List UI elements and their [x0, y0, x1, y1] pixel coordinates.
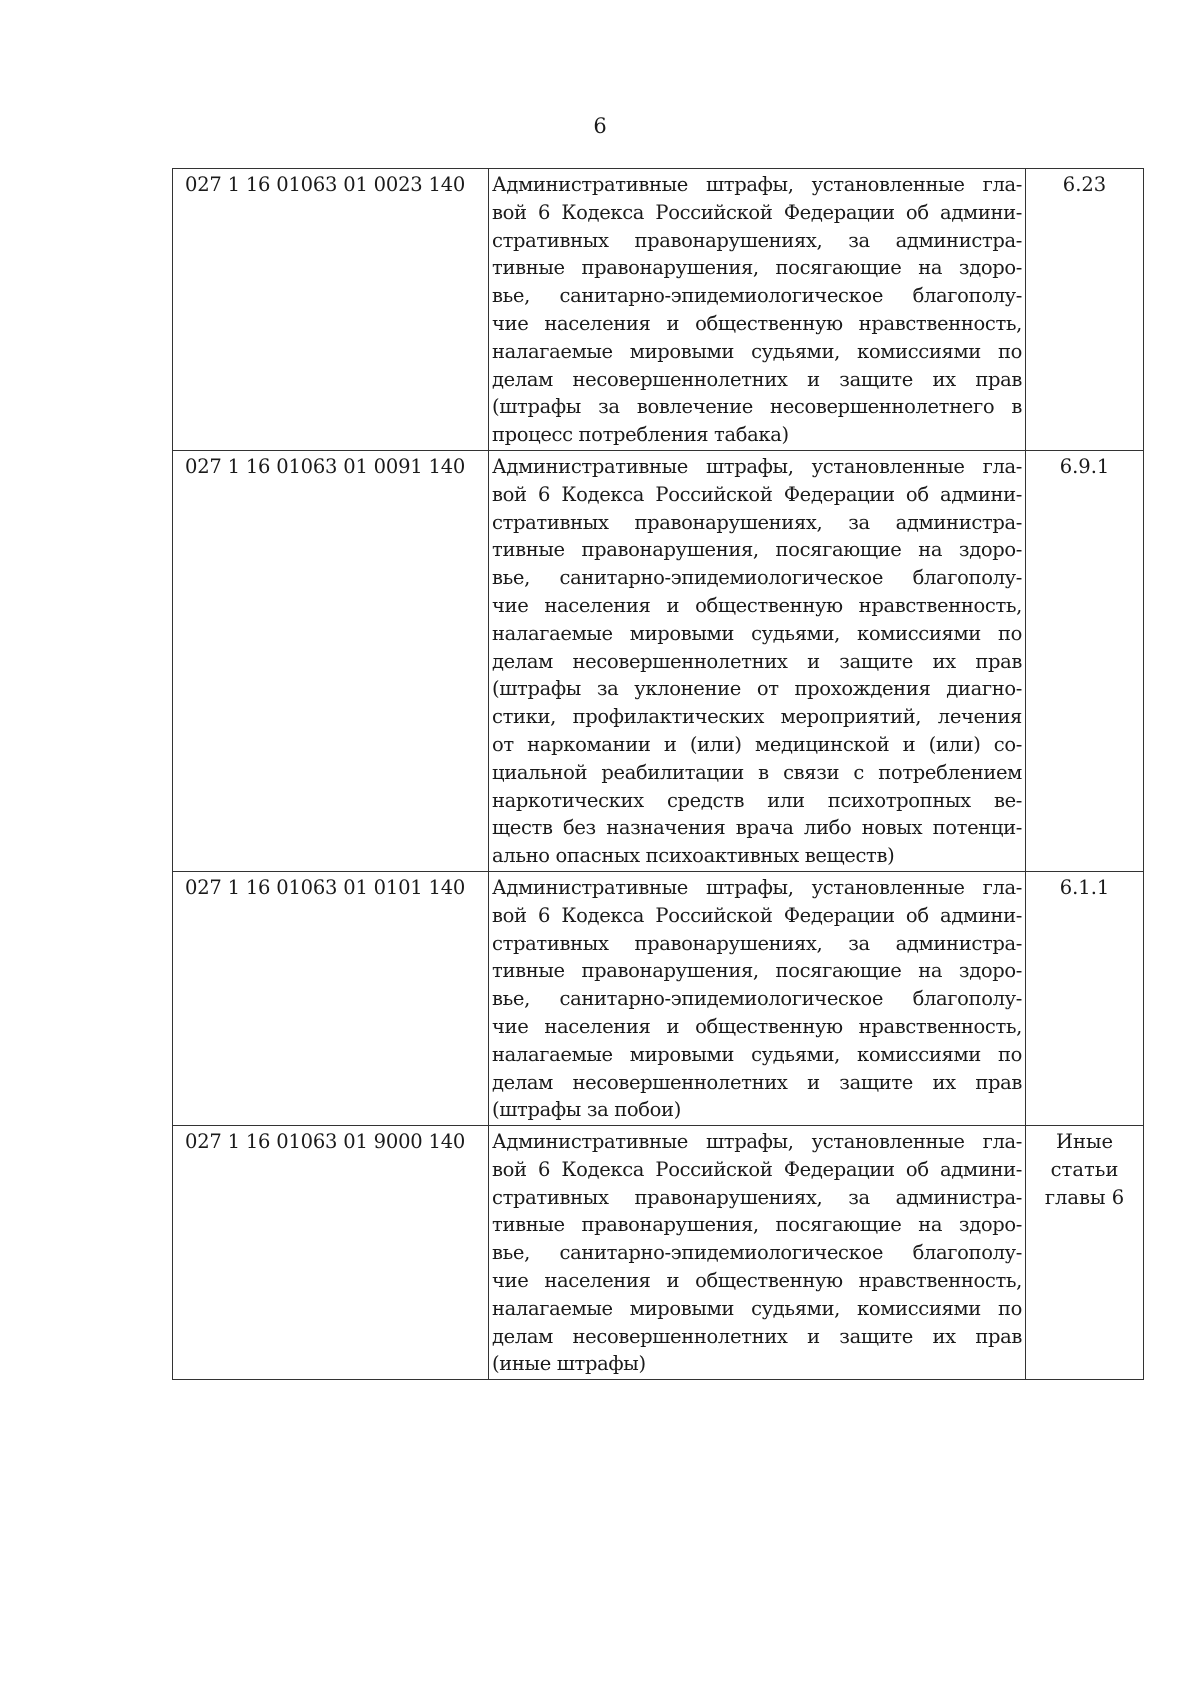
- description-line: (иные штрафы): [492, 1352, 646, 1376]
- description-line: от наркомании и (или) медицинской и (или) со-: [492, 732, 1022, 756]
- description-line: Административные штрафы, установленные гла-: [492, 173, 1022, 196]
- budget-codes-table: [172, 168, 1144, 1380]
- description-line: налагаемые мировыми судьями, комиссиями по: [492, 1296, 1022, 1320]
- description-line: вой 6 Кодекса Российской Федерации об админи-: [492, 482, 1022, 506]
- budget-classification-code: 027 1 16 01063 01 0091 140: [173, 450, 489, 871]
- description-line: наркотических средств или психотропных ве-: [492, 788, 1022, 812]
- description-line: стративных правонарушениях, за администра-: [492, 931, 1022, 955]
- revenue-description: [489, 169, 1026, 451]
- description-line: делам несовершеннолетних и защите их прав: [492, 1070, 1022, 1094]
- description-line: чие населения и общественную нравственность,: [492, 593, 1022, 617]
- description-line: (штрафы за уклонение от прохождения диагно-: [492, 677, 1022, 701]
- article-line: главы 6: [1044, 1185, 1125, 1209]
- description-line: делам несовершеннолетних и защите их прав: [492, 367, 1022, 391]
- description-line: вье, санитарно-эпидемиологическое благополу-: [492, 1241, 1022, 1265]
- description-line: чие населения и общественную нравственность,: [492, 1014, 1022, 1038]
- description-line: Административные штрафы, установленные гла-: [492, 875, 1022, 899]
- code-article-reference: [1026, 1126, 1144, 1380]
- code-article-reference: [1026, 169, 1144, 451]
- description-line: ально опасных психоактивных веществ): [492, 844, 895, 868]
- budget-classification-code: 027 1 16 01063 01 9000 140: [173, 1126, 489, 1380]
- budget-classification-code: 027 1 16 01063 01 0023 140: [173, 169, 489, 451]
- description-line: циальной реабилитации в связи с потреблением: [492, 760, 1022, 784]
- description-line: (штрафы за вовлечение несовершеннолетнего в: [492, 395, 1022, 419]
- table-row: [173, 450, 1144, 871]
- description-line: вой 6 Кодекса Российской Федерации об админи-: [492, 1157, 1022, 1181]
- description-line: вье, санитарно-эпидемиологическое благополу-: [492, 566, 1022, 590]
- description-line: чие населения и общественную нравственность,: [492, 1269, 1022, 1293]
- table-body: [173, 169, 1144, 1380]
- description-line: тивные правонарушения, посягающие на здоро-: [492, 1213, 1022, 1237]
- description-line: Административные штрафы, установленные гла-: [492, 454, 1022, 478]
- description-line: стративных правонарушениях, за администра-: [492, 1185, 1022, 1209]
- description-line: ществ без назначения врача либо новых потенци-: [492, 816, 1022, 840]
- description-line: тивные правонарушения, посягающие на здоро-: [492, 538, 1022, 562]
- description-line: налагаемые мировыми судьями, комиссиями по: [492, 1042, 1022, 1066]
- article-line: Иные статьи: [1050, 1130, 1119, 1181]
- revenue-description: [489, 1126, 1026, 1380]
- article-line: 6.23: [1062, 173, 1107, 196]
- description-line: вой 6 Кодекса Российской Федерации об админи-: [492, 903, 1022, 927]
- description-line: делам несовершеннолетних и защите их прав: [492, 1324, 1022, 1348]
- code-article-reference: [1026, 450, 1144, 871]
- article-line: 6.1.1: [1059, 875, 1110, 899]
- description-line: тивные правонарушения, посягающие на здоро-: [492, 959, 1022, 983]
- description-line: стики, профилактических мероприятий, лечения: [492, 705, 1022, 729]
- description-line: налагаемые мировыми судьями, комиссиями по: [492, 621, 1022, 645]
- description-line: чие населения и общественную нравственность,: [492, 311, 1022, 335]
- page-number: 6: [593, 114, 607, 138]
- description-line: делам несовершеннолетних и защите их прав: [492, 649, 1022, 673]
- description-line: процесс потребления табака): [492, 423, 789, 447]
- budget-classification-code: 027 1 16 01063 01 0101 140: [173, 871, 489, 1125]
- table-row: [173, 871, 1144, 1125]
- revenue-description: [489, 450, 1026, 871]
- description-line: налагаемые мировыми судьями, комиссиями по: [492, 339, 1022, 363]
- description-line: вье, санитарно-эпидемиологическое благополу-: [492, 987, 1022, 1011]
- description-line: стративных правонарушениях, за администра-: [492, 510, 1022, 534]
- description-line: вье, санитарно-эпидемиологическое благополу-: [492, 284, 1022, 308]
- description-line: вой 6 Кодекса Российской Федерации об админи-: [492, 200, 1022, 224]
- article-line: 6.9.1: [1059, 454, 1110, 478]
- table-row: [173, 1126, 1144, 1380]
- description-line: стративных правонарушениях, за администра-: [492, 228, 1022, 252]
- description-line: Административные штрафы, установленные гла-: [492, 1130, 1022, 1154]
- description-line: (штрафы за побои): [492, 1098, 681, 1122]
- code-article-reference: [1026, 871, 1144, 1125]
- description-line: тивные правонарушения, посягающие на здоро-: [492, 256, 1022, 280]
- revenue-description: [489, 871, 1026, 1125]
- table-row: [173, 169, 1144, 451]
